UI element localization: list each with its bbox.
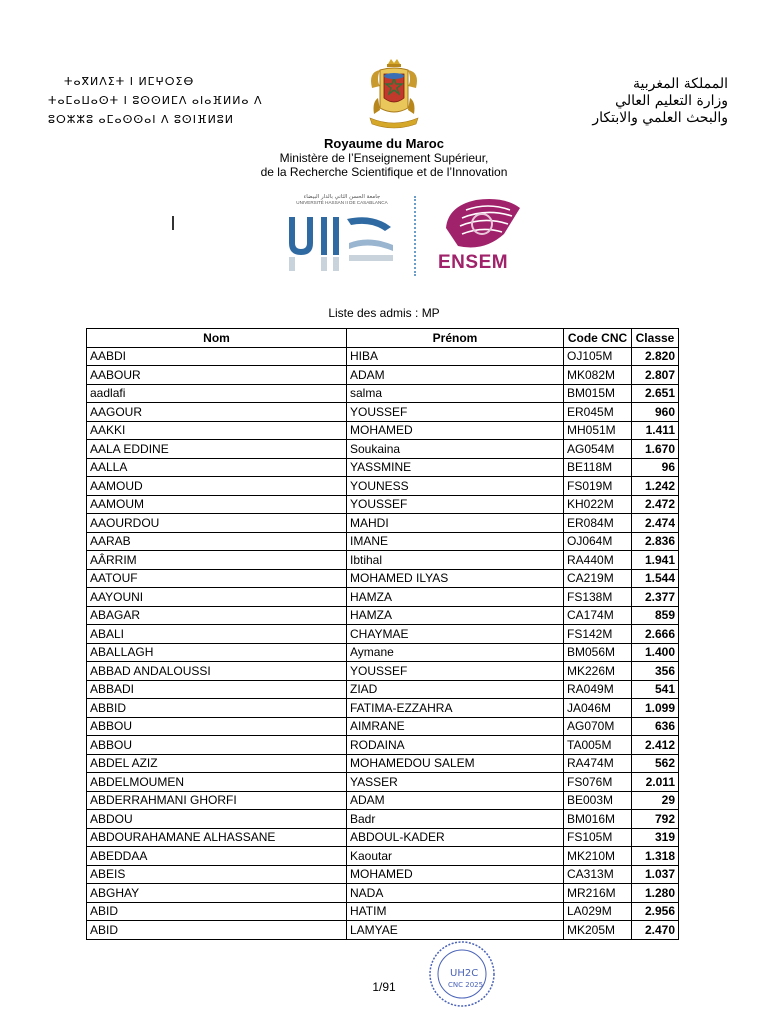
prenom-cell: ZIAD xyxy=(347,680,564,699)
nom-cell: ABBAD ANDALOUSSI xyxy=(87,662,347,681)
nom-cell: AAMOUD xyxy=(87,477,347,496)
table-row xyxy=(87,865,679,884)
table-row xyxy=(87,440,679,459)
classe-cell: 1.411 xyxy=(632,421,679,440)
prenom-cell: CHAYMAE xyxy=(347,625,564,644)
classe-cell: 2.807 xyxy=(632,366,679,385)
classe-cell: 2.956 xyxy=(632,902,679,921)
prenom-cell: Badr xyxy=(347,810,564,829)
code-cnc-cell: FS138M xyxy=(564,588,632,607)
code-cnc-cell: CA174M xyxy=(564,606,632,625)
classe-cell: 1.400 xyxy=(632,643,679,662)
code-cnc-cell: KH022M xyxy=(564,495,632,514)
prenom-cell: MOHAMED xyxy=(347,421,564,440)
nom-cell: AARAB xyxy=(87,532,347,551)
code-cnc-cell: FS142M xyxy=(564,625,632,644)
nom-cell: AABOUR xyxy=(87,366,347,385)
classe-cell: 636 xyxy=(632,717,679,736)
code-cnc-cell: JA046M xyxy=(564,699,632,718)
classe-cell: 2.472 xyxy=(632,495,679,514)
nom-cell: AAOURDOU xyxy=(87,514,347,533)
code-cnc-cell: FS019M xyxy=(564,477,632,496)
nom-cell: ABAGAR xyxy=(87,606,347,625)
table-row xyxy=(87,551,679,570)
nom-cell: ABDERRAHMANI GHORFI xyxy=(87,791,347,810)
code-cnc-cell: ER045M xyxy=(564,403,632,422)
classe-cell: 2.412 xyxy=(632,736,679,755)
prenom-cell: ABDOUL-KADER xyxy=(347,828,564,847)
nom-cell: AAMOUM xyxy=(87,495,347,514)
table-row xyxy=(87,606,679,625)
kingdom-title: Royaume du Maroc xyxy=(324,136,444,151)
classe-cell: 2.474 xyxy=(632,514,679,533)
prenom-cell: YOUSSEF xyxy=(347,403,564,422)
arabic-line: وزارة التعليم العالي xyxy=(615,93,728,109)
nom-cell: ABBADI xyxy=(87,680,347,699)
classe-cell: 2.836 xyxy=(632,532,679,551)
table-body xyxy=(87,347,679,939)
prenom-cell: MOHAMED xyxy=(347,865,564,884)
ministry-line: de la Recherche Scientifique et de l’Innovation xyxy=(260,165,508,179)
table-header-row xyxy=(87,329,679,348)
classe-cell: 960 xyxy=(632,403,679,422)
code-cnc-cell: BE003M xyxy=(564,791,632,810)
nom-cell: ABEDDAA xyxy=(87,847,347,866)
prenom-cell: YOUSSEF xyxy=(347,662,564,681)
code-cnc-cell: FS105M xyxy=(564,828,632,847)
table-row xyxy=(87,791,679,810)
table-row xyxy=(87,643,679,662)
classe-cell: 2.377 xyxy=(632,588,679,607)
column-header-code-cnc: Code CNC xyxy=(564,329,632,348)
prenom-cell: YOUSSEF xyxy=(347,495,564,514)
prenom-cell: HAMZA xyxy=(347,606,564,625)
ensem-wordmark: ENSEM xyxy=(438,252,509,273)
table-row xyxy=(87,810,679,829)
column-header-classe: Classe xyxy=(632,329,679,348)
nom-cell: ABDELMOUMEN xyxy=(87,773,347,792)
table-row xyxy=(87,625,679,644)
code-cnc-cell: MR216M xyxy=(564,884,632,903)
table-row xyxy=(87,366,679,385)
ensem-logo xyxy=(432,194,532,278)
table-row xyxy=(87,773,679,792)
prenom-cell: YASSER xyxy=(347,773,564,792)
nom-cell: ABALI xyxy=(87,625,347,644)
classe-cell: 859 xyxy=(632,606,679,625)
table-row xyxy=(87,921,679,940)
table-row xyxy=(87,884,679,903)
stray-mark xyxy=(172,216,174,230)
table-row xyxy=(87,699,679,718)
code-cnc-cell: MH051M xyxy=(564,421,632,440)
code-cnc-cell: BM056M xyxy=(564,643,632,662)
uh2c-arabic-name: جامعة الحسن الثاني بالدار البيضاء xyxy=(303,194,381,200)
prenom-cell: YASSMINE xyxy=(347,458,564,477)
nom-cell: AALA EDDINE xyxy=(87,440,347,459)
prenom-cell: FATIMA-EZZAHRA xyxy=(347,699,564,718)
nom-cell: AATOUF xyxy=(87,569,347,588)
code-cnc-cell: TA005M xyxy=(564,736,632,755)
code-cnc-cell: AG054M xyxy=(564,440,632,459)
column-header-prenom: Prénom xyxy=(347,329,564,348)
nom-cell: aadlafi xyxy=(87,384,347,403)
nom-cell: AALLA xyxy=(87,458,347,477)
prenom-cell: MOHAMEDOU SALEM xyxy=(347,754,564,773)
nom-cell: ABID xyxy=(87,902,347,921)
table-row xyxy=(87,421,679,440)
classe-cell: 562 xyxy=(632,754,679,773)
code-cnc-cell: MK210M xyxy=(564,847,632,866)
code-cnc-cell: MK226M xyxy=(564,662,632,681)
tifinagh-line: ⵜⴰⵎⴰⵡⴰⵙⵜ ⵏ ⵓⵙⵙⵍⵎⴷ ⴰⵏⴰⴼⵍⵍⴰ ⴷ xyxy=(48,94,263,107)
nom-cell: ABID xyxy=(87,921,347,940)
table-row xyxy=(87,588,679,607)
table-row xyxy=(87,532,679,551)
nom-cell: ABBOU xyxy=(87,717,347,736)
table-row xyxy=(87,736,679,755)
prenom-cell: AIMRANE xyxy=(347,717,564,736)
classe-cell: 1.544 xyxy=(632,569,679,588)
table-row xyxy=(87,569,679,588)
prenom-cell: NADA xyxy=(347,884,564,903)
code-cnc-cell: RA440M xyxy=(564,551,632,570)
table-row xyxy=(87,847,679,866)
code-cnc-cell: OJ064M xyxy=(564,532,632,551)
uh2c-emblem-icon xyxy=(283,205,401,273)
table-row xyxy=(87,403,679,422)
nom-cell: AÂRRIM xyxy=(87,551,347,570)
prenom-cell: salma xyxy=(347,384,564,403)
uh2c-logo xyxy=(283,194,401,278)
prenom-cell: MAHDI xyxy=(347,514,564,533)
nom-cell: ABDEL AZIZ xyxy=(87,754,347,773)
prenom-cell: HIBA xyxy=(347,347,564,366)
classe-cell: 1.280 xyxy=(632,884,679,903)
classe-cell: 2.011 xyxy=(632,773,679,792)
arabic-line: والبحث العلمي والابتكار xyxy=(592,110,728,126)
classe-cell: 541 xyxy=(632,680,679,699)
nom-cell: ABDOURAHAMANE ALHASSANE xyxy=(87,828,347,847)
code-cnc-cell: RA049M xyxy=(564,680,632,699)
table-row xyxy=(87,347,679,366)
prenom-cell: Soukaina xyxy=(347,440,564,459)
code-cnc-cell: MK082M xyxy=(564,366,632,385)
prenom-cell: ADAM xyxy=(347,366,564,385)
table-row xyxy=(87,680,679,699)
arabic-line: المملكة المغربية xyxy=(632,76,728,92)
classe-cell: 1.670 xyxy=(632,440,679,459)
classe-cell: 2.820 xyxy=(632,347,679,366)
table-row xyxy=(87,754,679,773)
table-row xyxy=(87,828,679,847)
nom-cell: ABBOU xyxy=(87,736,347,755)
ministry-line: Ministère de l’Enseignement Supérieur, xyxy=(279,151,489,165)
classe-cell: 1.037 xyxy=(632,865,679,884)
list-title: Liste des admis : MP xyxy=(328,306,440,320)
prenom-cell: Kaoutar xyxy=(347,847,564,866)
prenom-cell: HATIM xyxy=(347,902,564,921)
code-cnc-cell: CA219M xyxy=(564,569,632,588)
classe-cell: 356 xyxy=(632,662,679,681)
tifinagh-header xyxy=(48,72,308,129)
code-cnc-cell: CA313M xyxy=(564,865,632,884)
code-cnc-cell: RA474M xyxy=(564,754,632,773)
table-row xyxy=(87,458,679,477)
code-cnc-cell: AG070M xyxy=(564,717,632,736)
table-row xyxy=(87,384,679,403)
code-cnc-cell: BE118M xyxy=(564,458,632,477)
nom-cell: ABALLAGH xyxy=(87,643,347,662)
prenom-cell: Ibtihal xyxy=(347,551,564,570)
admissions-table xyxy=(86,328,679,940)
code-cnc-cell: FS076M xyxy=(564,773,632,792)
code-cnc-cell: BM016M xyxy=(564,810,632,829)
table-row xyxy=(87,477,679,496)
cnc-stamp-icon xyxy=(428,940,496,1008)
code-cnc-cell: OJ105M xyxy=(564,347,632,366)
nom-cell: ABBID xyxy=(87,699,347,718)
logo-divider xyxy=(414,196,416,276)
classe-cell: 2.651 xyxy=(632,384,679,403)
svg-text:UH2C: UH2C xyxy=(450,968,479,979)
code-cnc-cell: MK205M xyxy=(564,921,632,940)
prenom-cell: RODAINA xyxy=(347,736,564,755)
nom-cell: AAGOUR xyxy=(87,403,347,422)
prenom-cell: HAMZA xyxy=(347,588,564,607)
nom-cell: AAKKI xyxy=(87,421,347,440)
page-number: 1/91 xyxy=(372,980,396,994)
prenom-cell: YOUNESS xyxy=(347,477,564,496)
institution-header xyxy=(200,136,568,179)
code-cnc-cell: ER084M xyxy=(564,514,632,533)
prenom-cell: ADAM xyxy=(347,791,564,810)
table-row xyxy=(87,514,679,533)
table-row xyxy=(87,902,679,921)
classe-cell: 1.941 xyxy=(632,551,679,570)
classe-cell: 792 xyxy=(632,810,679,829)
code-cnc-cell: BM015M xyxy=(564,384,632,403)
table-row xyxy=(87,717,679,736)
ensem-emblem-icon xyxy=(432,194,532,254)
nom-cell: AABDI xyxy=(87,347,347,366)
tifinagh-line: ⵓⵔⵣⵣⵓ ⴰⵎⴰⵙⵙⴰⵏ ⴷ ⵓⵙⵏⴼⵍⵓⵍ xyxy=(48,113,234,126)
royal-emblem-icon xyxy=(366,58,422,132)
table-row xyxy=(87,662,679,681)
tifinagh-line: ⵜⴰⴳⵍⴷⵉⵜ ⵏ ⵍⵎⵖⵔⵉⴱ xyxy=(64,75,195,88)
column-header-nom: Nom xyxy=(87,329,347,348)
table-row xyxy=(87,495,679,514)
classe-cell: 96 xyxy=(632,458,679,477)
classe-cell: 1.242 xyxy=(632,477,679,496)
classe-cell: 2.470 xyxy=(632,921,679,940)
classe-cell: 319 xyxy=(632,828,679,847)
prenom-cell: LAMYAE xyxy=(347,921,564,940)
classe-cell: 2.666 xyxy=(632,625,679,644)
code-cnc-cell: LA029M xyxy=(564,902,632,921)
arabic-header xyxy=(498,76,728,127)
uh2c-name: UNIVERSITÉ HASSAN II DE CASABLANCA xyxy=(296,200,388,205)
nom-cell: AAYOUNI xyxy=(87,588,347,607)
nom-cell: ABDOU xyxy=(87,810,347,829)
prenom-cell: Aymane xyxy=(347,643,564,662)
nom-cell: ABGHAY xyxy=(87,884,347,903)
classe-cell: 29 xyxy=(632,791,679,810)
prenom-cell: IMANE xyxy=(347,532,564,551)
prenom-cell: MOHAMED ILYAS xyxy=(347,569,564,588)
stamp-text: CNC 2025 xyxy=(448,981,484,989)
classe-cell: 1.099 xyxy=(632,699,679,718)
nom-cell: ABEIS xyxy=(87,865,347,884)
classe-cell: 1.318 xyxy=(632,847,679,866)
